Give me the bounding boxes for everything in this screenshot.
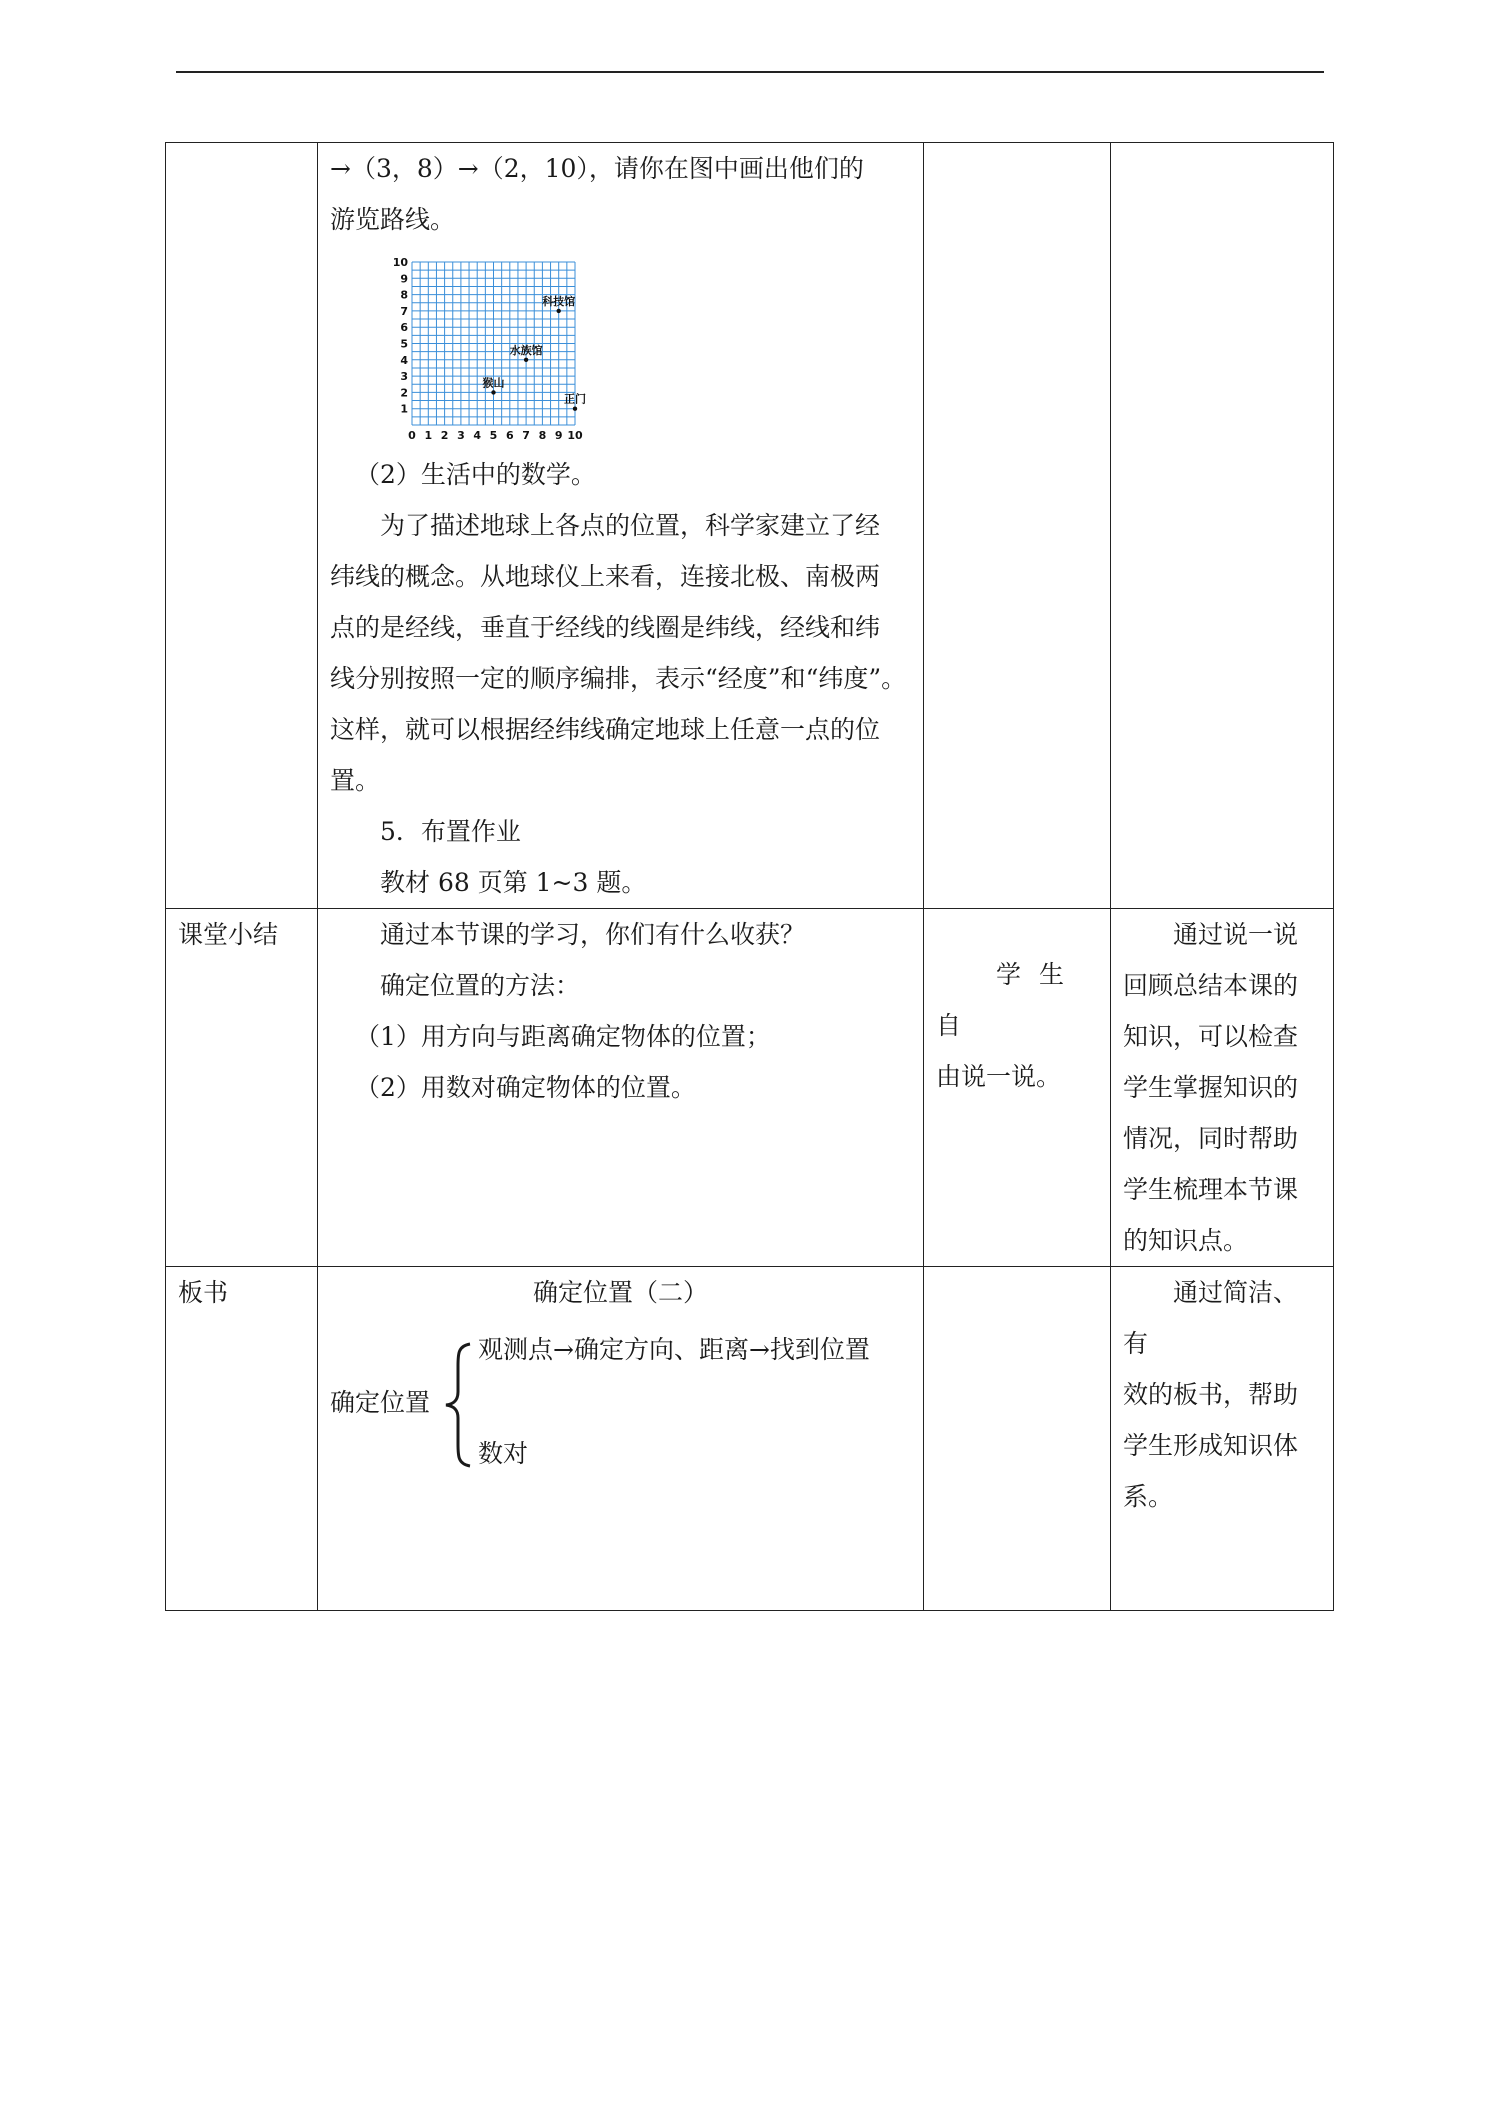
subheading-math-in-life: （2）生活中的数学。 bbox=[355, 460, 596, 489]
x-tick-label: 5 bbox=[489, 429, 498, 442]
intent-line: 效的板书，帮助 bbox=[1123, 1380, 1299, 1409]
x-tick-label: 1 bbox=[424, 429, 433, 442]
intent-line: 情况，同时帮助 bbox=[1123, 1124, 1299, 1153]
summary-line: （2）用数对确定物体的位置。 bbox=[355, 1073, 696, 1102]
x-tick-label: 7 bbox=[522, 429, 530, 442]
y-tick-label: 4 bbox=[400, 353, 408, 367]
grid-point-label: 猴山 bbox=[482, 376, 505, 390]
grid-point bbox=[524, 358, 528, 362]
stage-label-board: 板书 bbox=[166, 1267, 318, 1611]
design-intent-cell bbox=[1111, 909, 1334, 1267]
y-tick-label: 9 bbox=[400, 272, 408, 286]
brace-root-label: 确定位置 bbox=[330, 1388, 431, 1417]
grid-point bbox=[573, 407, 577, 411]
paragraph-line: 置。 bbox=[330, 766, 381, 795]
brace-branch-number-pair: 数对 bbox=[478, 1439, 529, 1468]
intent-line: 学生梳理本节课 bbox=[1123, 1175, 1299, 1204]
y-tick-label: 2 bbox=[400, 386, 408, 400]
grid-point-label: 水族馆 bbox=[509, 343, 543, 357]
grid-point-label: 科技馆 bbox=[542, 294, 576, 308]
student-activity-line-1: 学生自 bbox=[936, 960, 1083, 1040]
route-line-1: →（3，8）→（2，10），请你在图中画出他们的 bbox=[330, 154, 864, 183]
summary-line: 确定位置的方法： bbox=[380, 971, 581, 1000]
intent-line: 学生掌握知识的 bbox=[1123, 1073, 1299, 1102]
x-tick-label: 8 bbox=[538, 429, 547, 442]
teaching-content-cell bbox=[318, 143, 924, 909]
student-activity-cell-empty bbox=[924, 143, 1111, 909]
coordinate-grid bbox=[380, 255, 620, 445]
x-tick-label: 10 bbox=[567, 429, 583, 442]
x-tick-label: 9 bbox=[554, 429, 563, 442]
y-tick-label: 1 bbox=[400, 402, 408, 416]
student-activity-line-2: 由说一说。 bbox=[936, 1062, 1062, 1091]
x-tick-label: 2 bbox=[440, 429, 449, 442]
intent-line: 回顾总结本课的 bbox=[1123, 971, 1299, 1000]
homework-title: 5．布置作业 bbox=[380, 817, 521, 846]
summary-line: （1）用方向与距离确定物体的位置； bbox=[355, 1022, 771, 1051]
y-tick-label: 10 bbox=[392, 256, 408, 269]
stage-cell-empty bbox=[166, 143, 318, 909]
y-tick-label: 5 bbox=[400, 337, 408, 351]
y-tick-label: 3 bbox=[400, 370, 408, 384]
x-tick-label: 6 bbox=[505, 429, 514, 442]
grid-point bbox=[491, 390, 495, 394]
paragraph-line: 这样，就可以根据经纬线确定地球上任意一点的位 bbox=[330, 715, 881, 744]
summary-line: 通过本节课的学习，你们有什么收获？ bbox=[380, 920, 806, 949]
stage-label-summary: 课堂小结 bbox=[166, 909, 318, 1267]
paragraph-line: 纬线的概念。从地球仪上来看，连接北极、南极两 bbox=[330, 562, 881, 591]
brace-branch-observation: 观测点→确定方向、距离→找到位置 bbox=[478, 1335, 870, 1364]
x-tick-label: 0 bbox=[408, 429, 416, 442]
y-tick-label: 7 bbox=[400, 304, 408, 318]
x-tick-label: 3 bbox=[457, 429, 465, 442]
design-intent-cell bbox=[1111, 1267, 1334, 1611]
design-intent-cell-empty bbox=[1111, 143, 1334, 909]
board-title: 确定位置（二） bbox=[532, 1278, 708, 1307]
route-line-2: 游览路线。 bbox=[330, 205, 456, 234]
lesson-plan-table bbox=[165, 142, 1334, 1611]
table-row-board bbox=[166, 1267, 1334, 1611]
paragraph-line: 线分别按照一定的顺序编排，表示“经度”和“纬度”。 bbox=[330, 664, 907, 693]
grid-point bbox=[557, 309, 561, 313]
header-rule bbox=[176, 71, 1324, 73]
x-tick-label: 4 bbox=[473, 429, 482, 442]
student-activity-cell bbox=[924, 909, 1111, 1267]
intent-line: 的知识点。 bbox=[1123, 1226, 1249, 1255]
intent-line: 通过简洁、有 bbox=[1123, 1278, 1299, 1358]
paragraph-line: 为了描述地球上各点的位置，科学家建立了经 bbox=[380, 511, 881, 540]
summary-content-cell bbox=[318, 909, 924, 1267]
homework-text: 教材 68 页第 1~3 题。 bbox=[380, 868, 647, 897]
intent-line: 系。 bbox=[1123, 1482, 1174, 1511]
y-tick-label: 8 bbox=[400, 288, 408, 302]
student-activity-cell-empty bbox=[924, 1267, 1111, 1611]
y-tick-label: 6 bbox=[400, 321, 408, 335]
board-content-cell bbox=[318, 1267, 924, 1611]
paragraph-line: 点的是经线，垂直于经线的线圈是纬线，经线和纬 bbox=[330, 613, 881, 642]
curly-brace bbox=[444, 1340, 474, 1470]
table-row-continuation bbox=[166, 143, 1334, 909]
intent-line: 知识，可以检查 bbox=[1123, 1022, 1299, 1051]
coordinate-grid-figure bbox=[330, 245, 911, 449]
intent-line: 学生形成知识体 bbox=[1123, 1431, 1299, 1460]
intent-line: 通过说一说 bbox=[1173, 920, 1299, 949]
grid-point-label: 正门 bbox=[564, 392, 586, 406]
board-brace-diagram bbox=[330, 1318, 911, 1568]
table-row-summary bbox=[166, 909, 1334, 1267]
